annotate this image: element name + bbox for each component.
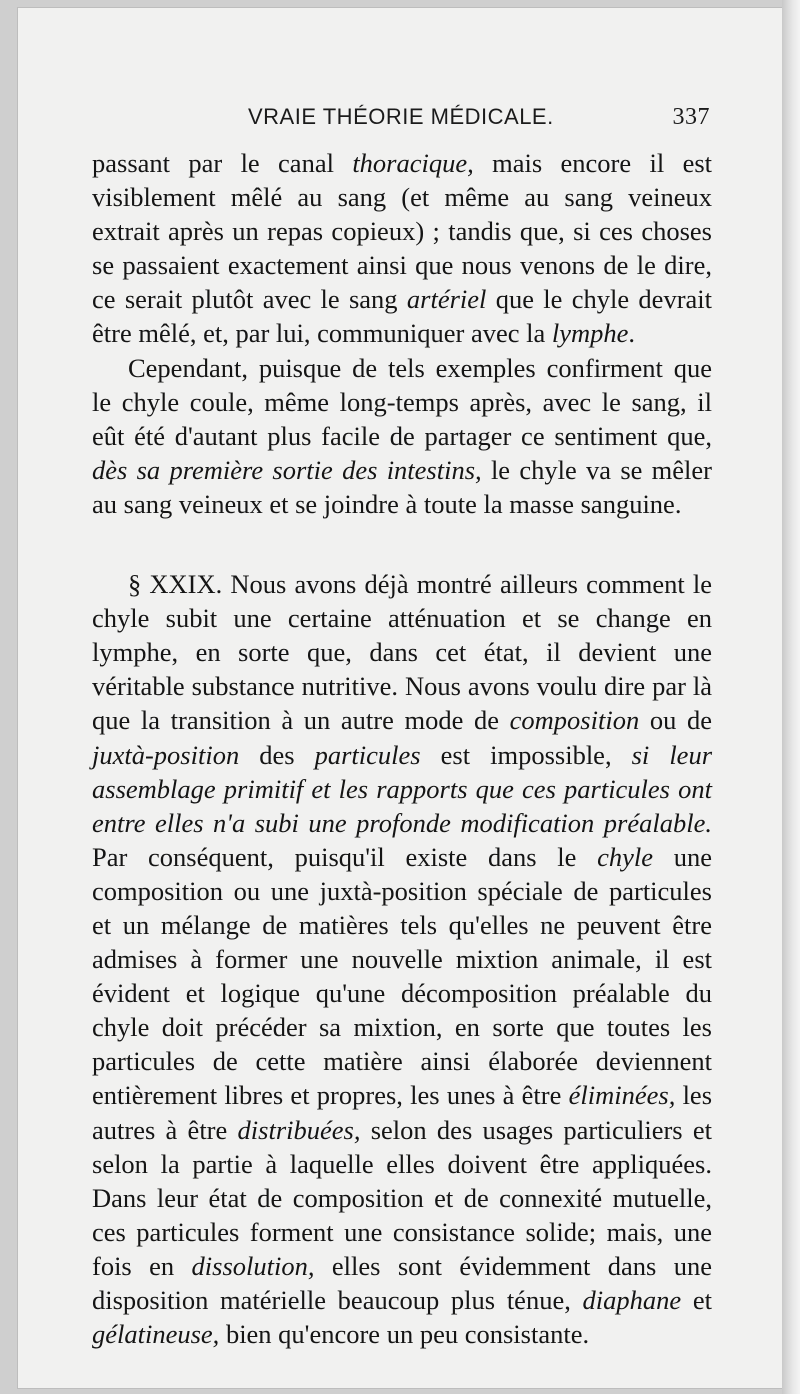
italic-run: diaphane (582, 1285, 682, 1315)
section-paragraph (92, 567, 712, 1351)
italic-run: composition (509, 705, 640, 736)
text-run: bien qu'encore un peu consistante. (219, 1319, 590, 1350)
italic-run: gélatineuse, (92, 1319, 220, 1350)
running-title: VRAIE THÉORIE MÉDICALE. (248, 104, 554, 129)
italic-run: dès sa première sortie des intestins, (92, 454, 482, 485)
italic-run: thoracique, (352, 148, 474, 178)
text-run: le chyle va se mêler au sang veineux et se joindre à toute la masse sanguine. (92, 454, 712, 519)
paragraph-gap (92, 521, 712, 567)
text-run: passant par le canal (92, 148, 353, 178)
text-run: Cependant, puisque de tels exemples confirment que le chyle coule, même long-temps après, avec le sang, il eût été d'autant plus facile de partager ce sentiment que, (92, 352, 712, 451)
italic-run: si leur assemblage primitif et les rapports que ces particules ont entre elles n'a subi une profonde modification préalable. (92, 739, 713, 838)
text-run: ou de (639, 705, 712, 736)
text-run: que le chyle devrait être mêlé, et, par lui, communiquer avec la (92, 284, 712, 349)
text-run: une composition ou une juxtà-position spéciale de particules et un mélange de matières tels qu'elles ne peuvent être admises à former une nouvelle mixtion animale, il est évident et logique qu'une décomposition préalable du chyle doit précéder sa mixtion, en sorte que toutes les particules de cette matière ainsi élaborée deviennent entièrement libres et propres, les unes à être (92, 841, 712, 1111)
text-run: et (681, 1285, 713, 1315)
italic-run: chyle (597, 841, 654, 872)
text-run: . (628, 318, 636, 349)
italic-run: dissolution, (191, 1250, 315, 1281)
page-number: 337 (672, 104, 710, 130)
text-run: selon des usages particuliers et selon la partie à laquelle elles doivent être appliquées. Dans leur état de composition et de connexité mutuelle, ces particules forment une consistance solide; mais, une fois en (92, 1114, 713, 1281)
text-run: les autres à être (92, 1080, 713, 1145)
text-run: Par conséquent, puisqu'il existe dans le (92, 841, 598, 872)
italic-run: distribuées, (237, 1114, 361, 1145)
italic-run: artériel (406, 284, 487, 315)
text-run: est impossible, (420, 739, 632, 770)
text-run: mais encore il est visiblement mêlé au sang (et même au sang veineux extrait après un repas copieux) ; tandis que, si ces choses se passaient exactement ainsi que nous venons de le dire, ce serait plutôt avec le sang (92, 148, 713, 315)
page-edge (782, 0, 800, 1394)
text-run: des (239, 739, 315, 770)
paragraph (92, 146, 712, 351)
italic-run: particules (314, 739, 421, 770)
running-header (90, 104, 710, 138)
italic-run: juxtà-position (92, 739, 240, 770)
page-body (92, 146, 712, 1351)
italic-run: lymphe (551, 318, 629, 349)
italic-run: éliminées, (568, 1080, 676, 1111)
text-run: elles sont évidemment dans une disposition matérielle beaucoup plus ténue, (92, 1250, 713, 1315)
text-run: § XXIX. Nous avons déjà montré ailleurs comment le chyle subit une certaine atténuation et se change en lymphe, en sorte que, dans cet état, il devient une véritable substance nutritive. Nous avons voulu dire par là que la transition à un autre mode de (92, 569, 712, 736)
paragraph (92, 351, 712, 521)
